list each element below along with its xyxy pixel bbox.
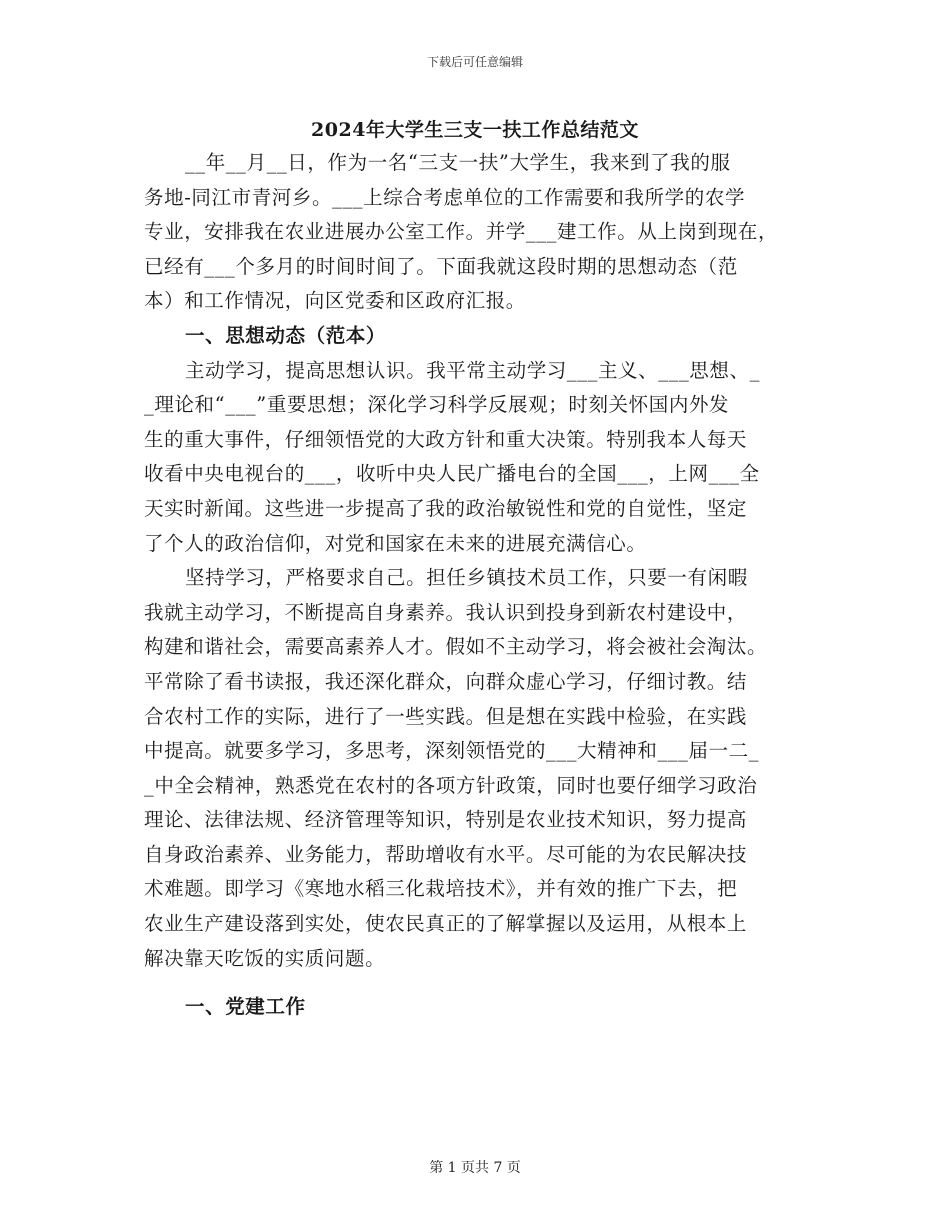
body-line: 我就主动学习，不断提高自身素养。我认识到投身到新农村建设中，	[144, 600, 748, 624]
body-line: 自身政治素养、业务能力，帮助增收有水平。尽可能的为农民解决技	[144, 842, 748, 866]
body-line: 本）和工作情况，向区党委和区政府汇报。	[144, 289, 526, 313]
body-line: 务地-同江市青河乡。___上综合考虑单位的工作需要和我所学的农学	[144, 185, 746, 209]
body-line: 术难题。即学习《寒地水稻三化栽培技术》，并有效的推广下去，把	[144, 877, 738, 901]
body-line: 解决靠天吃饭的实质问题。	[144, 946, 386, 970]
body-line: 专业，安排我在农业进展办公室工作。并学___建工作。从上岗到现在，	[144, 220, 779, 244]
body-line: 主动学习，提高思想认识。我平常主动学习___主义、___思想、_	[185, 358, 760, 382]
body-line: 收看中央电视台的___，收听中央人民广播电台的全国___，上网___全	[144, 462, 760, 486]
section-heading: 一、思想动态（范本）	[185, 323, 387, 347]
body-line: 中提高。就要多学习，多思考，深刻领悟党的___大精神和___届一二_	[144, 739, 760, 763]
body-line: _中全会精神，熟悉党在农村的各项方针政策，同时也要仔细学习政治	[144, 773, 758, 797]
body-line: 构建和谐社会，需要高素养人才。假如不主动学习，将会被社会淘汰。	[144, 635, 768, 659]
page-footer: 第 1 页共 7 页	[429, 1160, 521, 1176]
body-line: 理论、法律法规、经济管理等知识，特别是农业技术知识，努力提高	[144, 808, 748, 832]
body-line: 平常除了看书读报，我还深化群众，向群众虚心学习，仔细讨教。结	[144, 669, 748, 693]
header-note: 下载后可任意编辑	[426, 55, 523, 69]
body-line: 合农村工作的实际，进行了一些实践。但是想在实践中检验，在实践	[144, 704, 748, 728]
body-line: _理论和“___”重要思想；深化学习科学反展观；时刻关怀国内外发	[144, 393, 730, 417]
paragraph-gap	[144, 976, 814, 990]
body-line: 已经有___个多月的时间时间了。下面我就这段时期的思想动态（范	[144, 254, 738, 278]
body-line: 农业生产建设落到实处，使农民真正的了解掌握以及运用，从根本上	[144, 912, 748, 936]
body-line: __年__月__日，作为一名“三支一扶”大学生，我来到了我的服	[185, 151, 731, 174]
body-line: 了个人的政治信仰，对党和国家在未来的进展充满信心。	[144, 531, 647, 555]
section-heading: 一、党建工作	[185, 995, 306, 1019]
document-body	[144, 146, 814, 1025]
body-line: 坚持学习，严格要求自己。担任乡镇技术员工作，只要一有闲暇	[185, 566, 748, 590]
document-title: 2024年大学生三支一扶工作总结范文	[311, 119, 639, 141]
body-line: 生的重大事件，仔细领悟党的大政方针和重大决策。特别我本人每天	[144, 427, 748, 451]
body-line: 天实时新闻。这些进一步提高了我的政治敏锐性和党的自觉性，坚定	[144, 496, 748, 520]
